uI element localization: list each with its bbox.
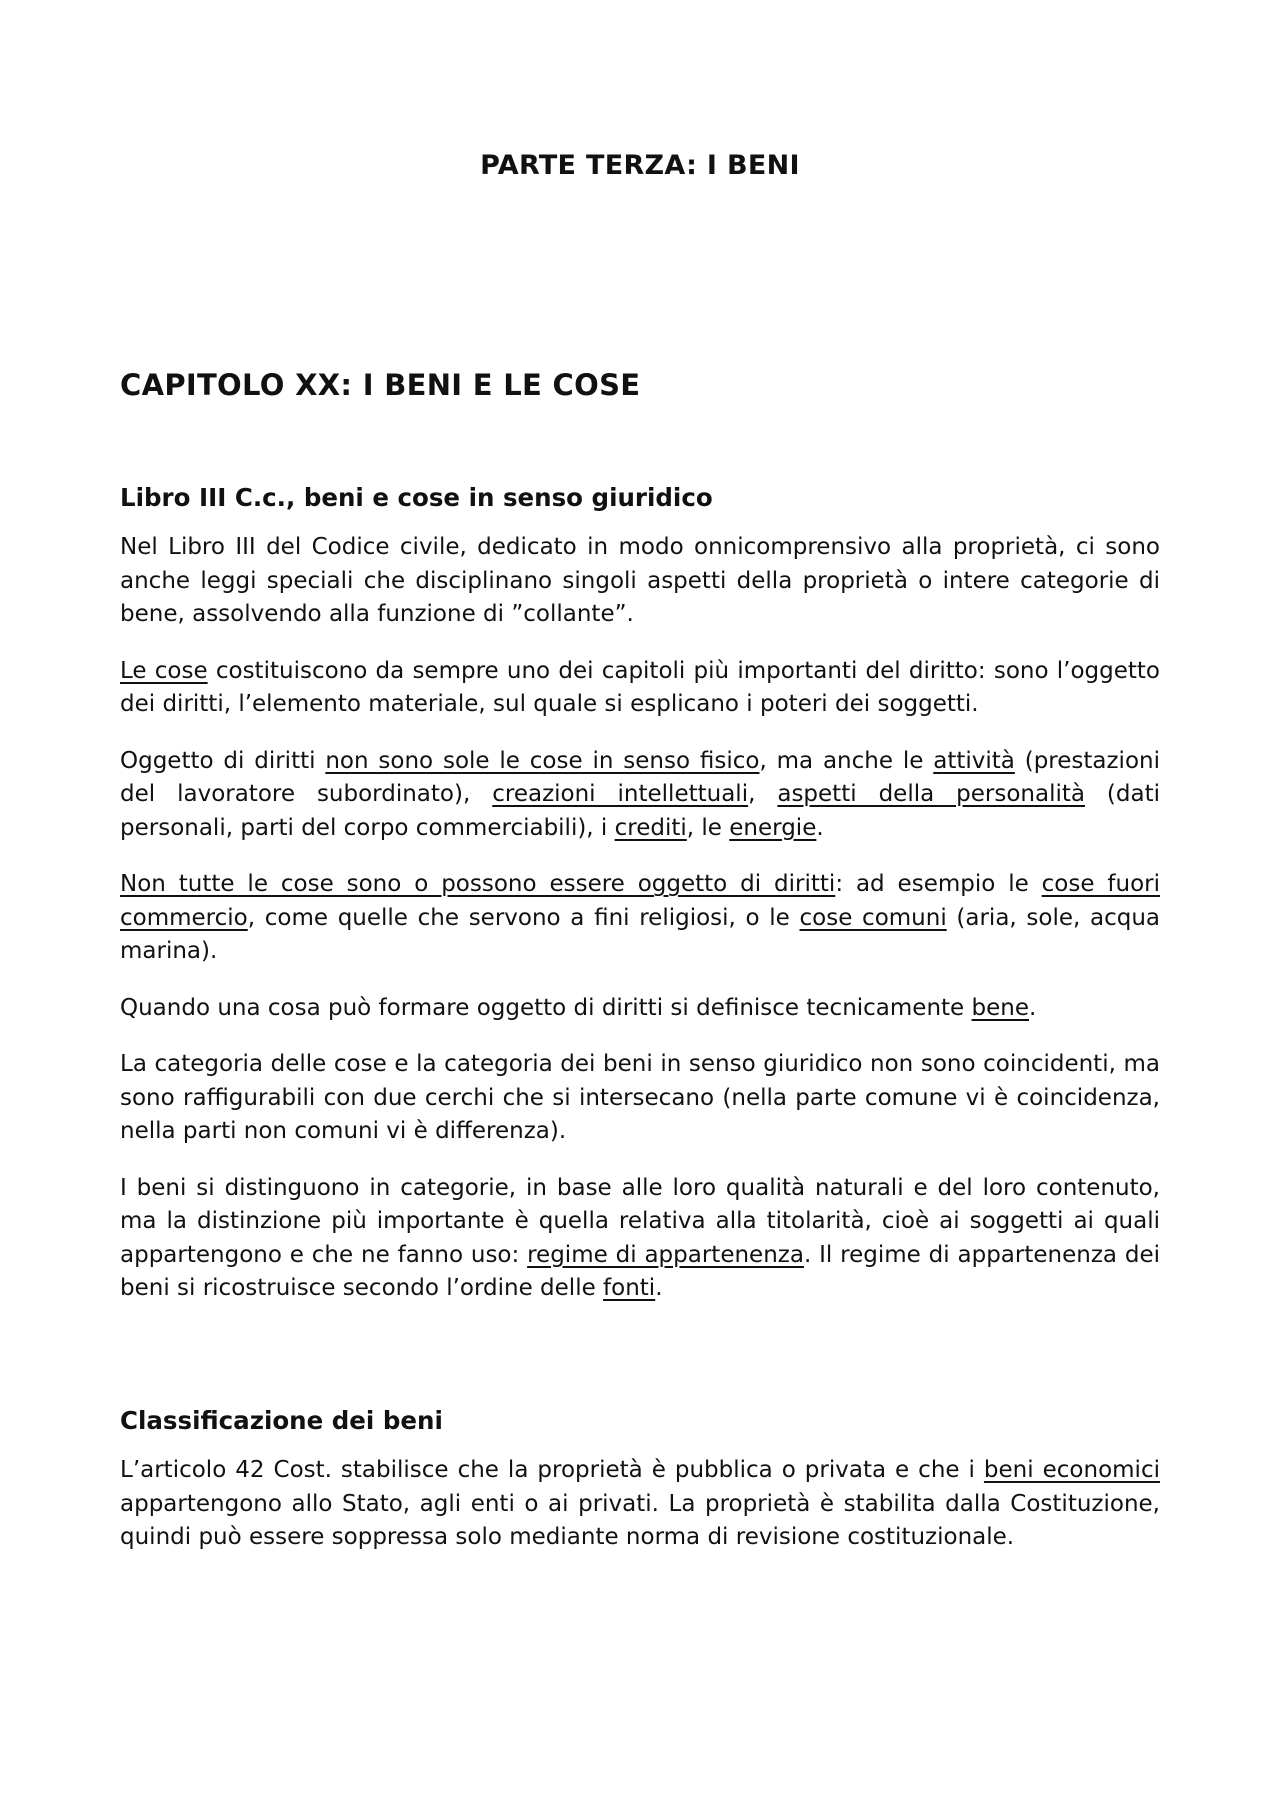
paragraph: Oggetto di diritti non sono sole le cose in senso fisico, ma anche le attività (prestazioni del lavoratore subordinato), creazioni intellettuali, aspetti della personalità (dati personali, parti del corpo commerciabili), i crediti, le energie. [120,747,1160,841]
underlined-term: beni economici [983,1457,1160,1483]
underlined-term: creazioni intellettuali [492,781,749,807]
chapter-title: CAPITOLO XX: I BENI E LE COSE [120,368,641,402]
underlined-term: cose fuori commercio [120,871,1160,931]
underlined-term: cose comuni [799,904,947,931]
paragraph: Non tutte le cose sono o possono essere oggetto di diritti: ad esempio le cose fuori commercio, come quelle che servono a fini religiosi, o le cose comuni (aria, sole, acqua marina). [120,871,1161,964]
section-libro-iii [120,483,1160,1329]
paragraph: La categoria delle cose e la categoria dei beni in senso giuridico non sono coincidenti, ma sono raffigurabili con due cerchi che si intersecano (nella parte comune vi è coincidenza, nella parti non comuni vi è differenza). [120,1051,1160,1144]
section-body [120,1454,1160,1555]
paragraph: I beni si distinguono in categorie, in base alle loro qualità naturali e del loro contenuto, ma la distinzione più importante è quella relativa alla titolarità, cioè ai soggetti ai quali appartengono e che ne fanno uso: regime di appartenenza. Il regime di appartenenza dei beni si ricostruisce secondo l’ordine delle fonti. [120,1174,1160,1301]
underlined-term: regime di appartenenza [527,1241,804,1268]
underlined-term: fonti [603,1275,656,1301]
underlined-term: non sono sole le cose in senso fisico [325,747,760,774]
paragraph: Nel Libro III del Codice civile, dedicato in modo onnicomprensivo alla proprietà, ci sono anche leggi speciali che disciplinano singoli aspetti della proprietà o intere categorie di bene, assolvendo alla funzione di ”collante”. [120,534,1160,627]
underlined-term: attività [933,747,1015,774]
section-title: Libro III C.c., beni e cose in senso giuridico [120,483,713,512]
underlined-term: bene [971,994,1030,1021]
section-classificazione [120,1406,1160,1578]
underlined-term: aspetti della personalità [777,781,1085,807]
underlined-term: crediti [614,814,687,841]
underlined-term: Non tutte le cose sono o possono essere oggetto di diritti [120,871,836,897]
paragraph: Le cose costituiscono da sempre uno dei capitoli più importanti del diritto: sono l’oggetto dei diritti, l’elemento materiale, sul quale si esplicano i poteri dei soggetti. [120,657,1160,717]
underlined-term: energie [729,814,817,841]
part-title: PARTE TERZA: I BENI [480,150,800,181]
underlined-term: Le cose [120,657,208,684]
section-body [120,531,1160,1306]
paragraph: Quando una cosa può formare oggetto di diritti si definisce tecnicamente bene. [120,994,1037,1021]
paragraph: L’articolo 42 Cost. stabilisce che la proprietà è pubblica o privata e che i beni economici appartengono allo Stato, agli enti o ai privati. La proprietà è stabilita dalla Costituzione, quindi può essere soppressa solo mediante norma di revisione costituzionale. [120,1457,1160,1550]
section-title: Classificazione dei beni [120,1406,443,1435]
